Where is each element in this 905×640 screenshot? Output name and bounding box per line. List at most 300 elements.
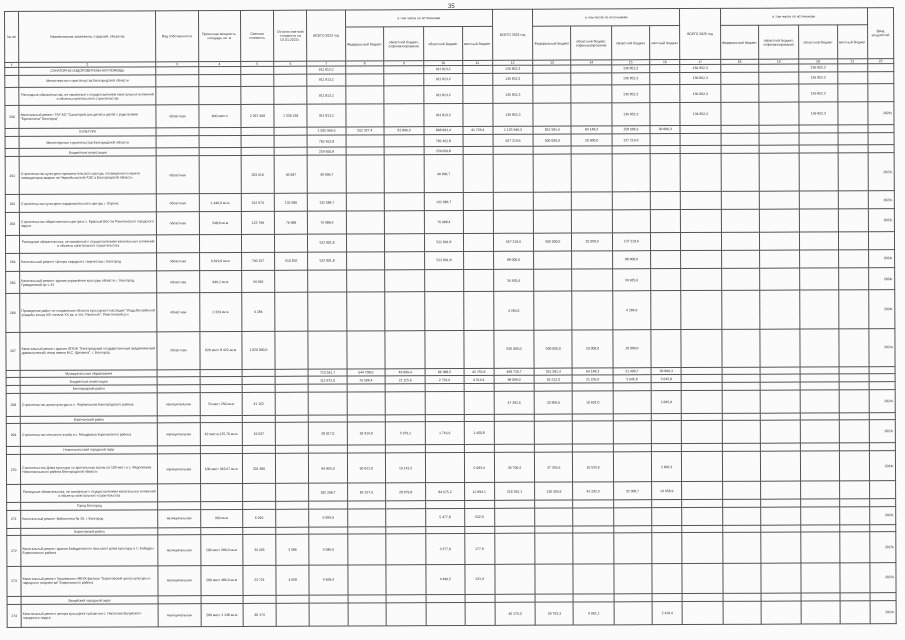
federal-2023: 544 708,0 [347,369,385,377]
remaining: 3 586 [276,534,309,565]
local-2023 [463,269,493,292]
capacity: 70 мест 250 кв.м [200,392,242,415]
local-2024 [652,525,682,533]
estimate [243,596,276,604]
estimate: 1 020 000,0 [242,331,275,369]
local-2023: 1 400,8 [464,422,494,445]
cofin-2023 [384,66,424,74]
input-year [869,443,895,451]
local-2023 [462,104,492,127]
cofin-2025 [759,250,799,268]
estimate: 41 162 [242,392,275,415]
header-cofin-2023: областной бюджет, софинансирование [383,27,423,61]
cofin-2023: 21 115,6 [385,376,425,384]
input-year: 2023г. [868,153,894,191]
remaining [276,509,309,527]
total-2024 [494,421,534,444]
federal-2023 [347,414,385,422]
column-number: 17 [680,59,720,64]
regional-2025 [799,133,837,146]
ownership [157,415,199,423]
cofin-2024 [573,444,613,452]
row-number [5,67,19,75]
object-name: Капитальный ремонт здания Байцуровского сельского дома культуры в с. Байцуры Борисовского района [21,535,158,566]
capacity [199,135,241,148]
total-2023: 911 813,2 [307,86,345,104]
total-2025: 136 852,3 [680,72,720,85]
object-name: Строительство сельского клуба в с. Мандровка Корочанского района [20,423,157,447]
local-2023 [463,210,493,233]
column-number: 18 [720,59,758,64]
regional-2024: 137 219,6 [612,233,650,251]
regional-2024 [612,154,650,192]
federal-2023 [347,509,385,527]
regional-2025 [799,125,837,133]
object-name: Борисовский район [21,527,158,535]
federal-2023 [347,392,385,415]
regional-2023: 911 813,2 [424,86,462,104]
remaining: 132 686 [274,193,307,211]
regional-2025 [801,532,839,563]
capacity: 100 мест 343,67 кв.м [200,453,242,484]
remaining [275,422,308,445]
ownership [156,74,198,87]
federal-2024 [533,65,571,73]
regional-2023 [426,452,464,483]
object-name: Министерство строительства Белгородской области [19,136,156,149]
object-name: Капитальный ремонт Грушевского МБУК филиал "Борисовский центр культуры и народного творчества" Борисовского района [21,566,158,597]
regional-2024 [614,563,652,594]
local-2025 [839,506,869,524]
cofin-2024 [571,85,611,103]
local-2025 [838,290,868,328]
row-number: 271 [7,510,21,528]
regional-2023 [426,595,464,603]
regional-2025 [801,563,839,594]
local-2023 [464,391,494,414]
local-2023: 12 894,1 [464,483,494,501]
input-year: 2026г. [868,102,894,125]
estimate: 203 619 [241,155,274,193]
input-year [869,366,895,374]
local-2023: 9 514,4 [464,376,494,384]
cofin-2024 [573,594,613,602]
federal-2024: 851 581,4 [533,126,571,134]
column-number: 13 [533,60,571,65]
page-number: 35 [448,4,455,10]
column-number: 10 [424,61,462,66]
federal-2025 [721,153,759,191]
estimate [242,377,275,385]
cofin-2023 [386,564,426,595]
estimate: 23 721 [243,565,276,596]
total-2023: 911 813,2 [307,66,345,74]
estimate [242,445,275,453]
row-number [5,136,19,149]
remaining [275,384,308,392]
table-body [5,64,896,628]
row-number: 272 [7,536,21,567]
regional-2023: 3 377,0 [426,534,464,565]
regional-2023: 76 988,4 [425,211,463,234]
cofin-2023 [385,391,425,414]
object-name: Проведение работ по сохранению объекта культурного наследия "Усадьба казённой усадьбы конца XIX начала XX вв. в пос. Ракитное", Ракитянский р-н [20,293,157,332]
local-2024 [650,232,680,250]
row-number: 268 [6,393,20,416]
capacity [200,377,242,385]
federal-2024: 351 581,4 [534,368,572,376]
regional-2024 [614,533,652,564]
ownership [158,527,200,535]
cofin-2023 [384,251,424,269]
remaining [276,527,309,535]
cofin-2024 [573,564,613,595]
regional-2025 [801,507,839,525]
estimate: 740 157 [241,252,274,270]
object-name: Министерство строительства Белгородской области [19,74,156,87]
cofin-2025 [759,102,799,125]
local-2023 [462,65,492,73]
estimate [242,369,275,377]
federal-2025 [722,499,760,507]
regional-2023: 522 801,8 [425,233,463,251]
estimate [241,127,274,135]
regional-2024 [613,451,651,482]
cofin-2023 [384,104,424,127]
column-number: 15 [611,60,649,65]
local-2025 [839,382,869,390]
remaining [275,392,308,415]
table-row [7,532,896,566]
row-number [6,370,20,378]
cofin-2024 [573,508,613,526]
remaining [274,148,307,156]
cofin-2023 [386,602,426,625]
local-2024: 30 896,3 [650,126,680,134]
local-2024 [651,329,681,367]
regional-2023: 5 477,8 [426,508,464,526]
total-2023: 4 658,4 [309,565,347,596]
regional-2025 [800,250,838,268]
regional-2025 [800,267,838,290]
cofin-2025 [760,367,800,375]
regional-2025 [800,412,838,420]
federal-2023: 85 157,6 [347,483,385,501]
local-2023: 42 755,8 [464,368,494,376]
object-name: Строительство общественного центра в с. Красный Восток Ракитянского городского округа [19,212,156,236]
cofin-2023: 81 896,3 [384,127,424,135]
cofin-2025 [761,499,801,507]
federal-2023 [346,135,384,148]
regional-2024 [612,146,650,154]
object-name: Строительство дома культуры в с. Черемошное Белгородского района [20,393,157,417]
table-row [7,600,896,627]
total-2024 [495,564,535,595]
cofin-2023: 19 141,5 [385,452,425,483]
remaining [274,74,307,87]
cofin-2025 [760,329,800,367]
total-2023 [309,527,347,535]
federal-2023 [347,526,385,534]
input-year [870,524,896,532]
total-2024 [495,533,535,564]
row-number: 273 [7,566,21,597]
input-year [869,499,895,507]
ownership [158,446,200,454]
regional-2025: 136 852,3 [799,64,837,72]
total-2025 [682,482,722,500]
local-2023: 532,0 [464,508,494,526]
input-year [868,145,894,153]
header-name: Наименование заказчиков, отраслей, объектов [19,11,156,63]
cofin-2024: 9 061,2 [573,602,613,625]
local-2023 [463,193,493,211]
capacity: 400 место [198,105,240,128]
local-2025 [840,601,870,624]
remaining: 4 658 [276,565,309,596]
federal-2025 [723,601,761,624]
object-name: Капитальный ремонт здания управления культуры области, г. Белгород, Гражданский пр-т, 41 [20,270,157,294]
capacity [198,74,240,87]
cofin-2025 [759,64,799,72]
regional-2023: 4 496,5 [426,564,464,595]
ownership: областная [157,252,199,270]
header-sources-2025: в том числе по источникам [720,8,867,26]
cofin-2024 [573,421,613,444]
row-number [7,485,21,503]
federal-2025 [722,443,760,451]
federal-2025 [721,125,759,133]
cofin-2024 [571,65,611,73]
federal-2025 [721,209,759,232]
object-name: Бюджетные инвестиции [20,377,157,385]
total-2025 [681,382,721,390]
input-year: 2024г. [869,328,895,366]
total-2025: 136 852,3 [680,64,720,72]
local-2024 [651,383,681,391]
federal-2024 [535,508,573,526]
federal-2023: 18 914,0 [347,422,385,445]
total-2025 [682,451,722,482]
estimate: 19 037 [242,423,275,446]
remaining [274,127,307,135]
remaining [276,483,309,501]
federal-2023 [347,384,385,392]
input-year [868,84,894,102]
row-number: 267 [6,332,20,370]
ownership: областная [157,331,199,369]
local-2025 [838,249,868,267]
regional-2024 [613,444,651,452]
regional-2023 [426,602,464,625]
cofin-2023 [385,445,425,453]
cofin-2023 [384,73,424,86]
federal-2024: 500 000,0 [534,330,572,368]
cofin-2025 [759,125,799,133]
header-estimate: Сметная стоимость [240,10,273,61]
header-cofin-2024: областной бюджет, софинансирование [571,26,611,60]
total-2024: 1 125 946,3 [493,126,533,134]
total-2025 [682,601,722,624]
local-2024 [650,154,680,192]
local-2023 [463,330,493,368]
regional-2024: 34 935,6 [612,268,650,291]
capacity [201,596,243,604]
column-number: 21 [837,59,867,64]
remaining [276,453,309,484]
local-2024 [651,268,681,291]
ownership: муниципальная [157,392,199,415]
total-2023 [309,415,347,423]
estimate: 123 799 [241,211,274,234]
ownership: областная [157,270,199,293]
regional-2025 [801,443,839,451]
object-name: Капитальный ремонт Центра народного творчества г. Белгород [20,253,157,271]
capacity [200,502,242,510]
federal-2025 [720,72,758,85]
cofin-2023: 5 976,1 [385,422,425,445]
total-2024: 218 392,1 [494,482,534,500]
local-2023 [464,383,494,391]
federal-2025 [722,481,760,499]
total-2025 [681,250,721,268]
total-2024: 136 852,3 [493,86,533,104]
object-name: Белгородский район [20,385,157,393]
estimate [241,66,274,74]
local-2025 [839,420,869,443]
local-2024 [652,500,682,508]
remaining [275,331,308,369]
total-2025 [682,594,722,602]
total-2025 [681,232,721,250]
local-2023 [465,595,495,603]
regional-2024: 136 852,3 [612,103,650,126]
regional-2024 [613,500,651,508]
cofin-2023 [384,147,424,155]
total-2025 [680,125,720,133]
remaining [274,66,307,74]
regional-2024: 136 852,3 [611,65,649,73]
row-number [5,149,19,157]
cofin-2024: 10 535,6 [573,452,613,483]
estimate: 6 010 [243,509,276,527]
remaining [275,270,308,293]
cofin-2023 [386,534,426,565]
input-year: 2023г. [869,506,895,524]
local-2023 [464,526,494,534]
federal-2024: 65 212,0 [534,375,572,383]
header-sources-2023: в том числе по источникам [345,9,492,27]
capacity [200,385,242,393]
regional-2024: 137 219,6 [612,133,650,146]
cofin-2023 [386,508,426,526]
regional-2023 [425,414,463,422]
local-2025 [839,532,869,563]
cofin-2024 [572,154,612,192]
cofin-2025 [759,153,799,191]
regional-2023: 911 813,2 [424,73,462,86]
total-2024: 468 726,7 [494,368,534,376]
regional-2024: 88 000,0 [612,250,650,268]
column-number: 22 [867,59,893,64]
regional-2025 [800,328,838,366]
object-name: САНАТОРНО-ОЗДОРОВИТЕЛЬНАЯ ПОМОЩЬ [19,67,156,75]
input-year: 2023г. [868,209,894,232]
total-2023: 522 801,8 [308,234,346,252]
local-2023 [463,147,493,155]
total-2023: 3 586,6 [309,534,347,565]
federal-2024 [535,594,573,602]
estimate: 34 936 [241,270,274,293]
total-2025 [682,499,722,507]
total-2024 [494,414,534,422]
remaining: 40 687 [274,155,307,193]
federal-2024: 28 703,3 [535,602,573,625]
local-2025 [838,153,868,191]
regional-2025 [799,191,837,209]
federal-2023 [345,66,383,74]
regional-2025 [800,232,838,250]
total-2023: 522 801,8 [308,252,346,270]
ownership: муниципальная [158,453,200,484]
federal-2024: 500 000,0 [534,233,572,251]
federal-2025 [720,85,758,103]
object-name: Бюджетные инвестиции [19,148,156,156]
row-number: 274 [7,604,21,627]
local-2025 [839,562,869,593]
row-number [7,503,21,511]
capacity: 6 819,6 кв.м [199,252,241,270]
capacity [200,446,242,454]
header-regional-2025: областной бюджет [799,25,837,59]
column-number: 3 [156,62,198,67]
local-2025 [839,481,869,499]
local-2024 [650,85,680,103]
total-2024: 4 284,0 [494,292,534,330]
estimate [241,148,274,156]
total-2024 [494,383,534,391]
row-number [7,528,21,536]
federal-2023 [348,565,386,596]
ownership: муниципальная [158,603,200,626]
capacity: 620 мест 8 422 кв.м [199,331,241,369]
regional-2023 [425,330,463,368]
local-2025 [839,499,869,507]
ownership: муниципальная [158,509,200,527]
capacity: 2 329 кв.м [199,293,241,331]
federal-2025 [720,64,758,72]
local-2023 [463,154,493,192]
input-year: 2024г. [868,249,894,267]
total-2023 [308,384,346,392]
row-number: 261 [5,156,19,194]
total-2024: 530 000,0 [494,330,534,368]
estimate [242,415,275,423]
estimate: 312 074 [241,194,274,212]
remaining [275,234,308,252]
regional-2023: 2 733,6 [425,376,463,384]
cofin-2025 [761,593,801,601]
ownership [157,377,199,385]
federal-2025 [722,525,760,533]
local-2025 [839,389,869,412]
table-row [6,290,895,332]
federal-2023 [346,269,384,292]
cofin-2024 [573,525,613,533]
remaining [276,501,309,509]
estimate [241,74,274,87]
total-2023: 112 872,0 [308,376,346,384]
